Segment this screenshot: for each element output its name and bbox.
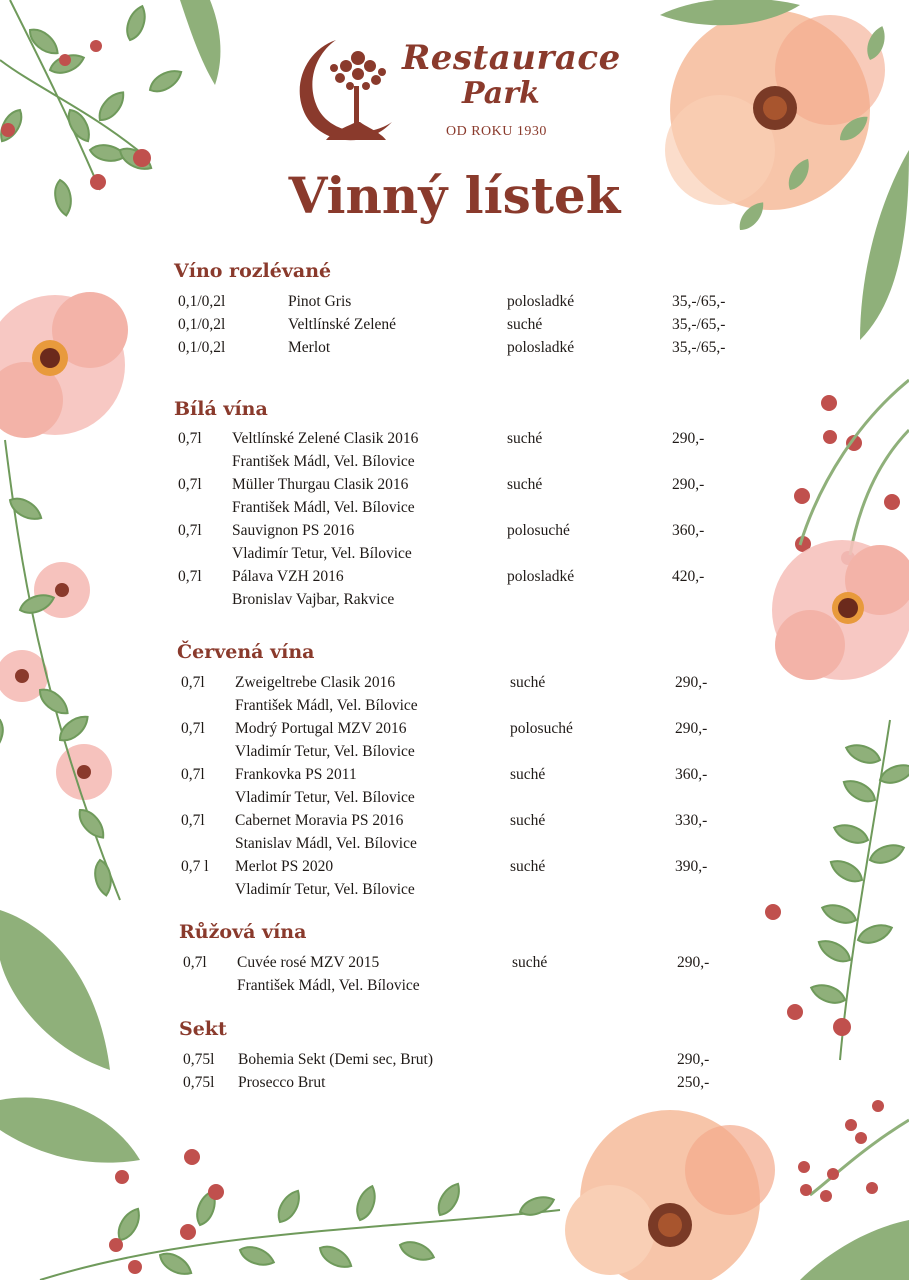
menu-row-producer [0, 835, 909, 858]
price: 390,- [675, 858, 708, 875]
brand-since: OD ROKU 1930 [446, 124, 547, 139]
price: 290,- [675, 674, 708, 691]
wine-type: polosladké [507, 568, 575, 585]
menu-row [0, 766, 909, 789]
volume: 0,7l [178, 568, 202, 585]
menu-row [0, 316, 909, 339]
wine-name: Sauvignon PS 2016 [232, 522, 355, 539]
menu-row [0, 522, 909, 545]
volume: 0,75l [183, 1074, 215, 1091]
menu-row-producer [0, 499, 909, 522]
bottom-left-leaves [0, 1098, 140, 1163]
wine-name: Zweigeltrebe Clasik 2016 [235, 674, 396, 691]
brand-name-line1: Restaurace [402, 38, 621, 78]
wine-name: Cabernet Moravia PS 2016 [235, 812, 404, 829]
bottom-right-stems [810, 1120, 909, 1195]
price: 420,- [672, 568, 705, 585]
price: 330,- [675, 812, 708, 829]
price: 290,- [672, 430, 705, 447]
price: 35,-/65,- [672, 339, 726, 356]
wine-name: Modrý Portugal MZV 2016 [235, 720, 407, 737]
wine-name: Veltlínské Zelené Clasik 2016 [232, 430, 419, 447]
bottom-berries [109, 1149, 224, 1274]
price: 290,- [677, 1051, 710, 1068]
wine-name: Bohemia Sekt (Demi sec, Brut) [238, 1051, 433, 1068]
menu-row-producer [0, 743, 909, 766]
menu-row [0, 720, 909, 743]
menu-row [0, 339, 909, 362]
menu-row [0, 293, 909, 316]
wine-name: Cuvée rosé MZV 2015 [237, 954, 380, 971]
wine-type: polosladké [507, 293, 575, 310]
price: 35,-/65,- [672, 293, 726, 310]
wine-name: Veltlínské Zelené [288, 316, 397, 333]
menu-row [0, 674, 909, 697]
wine-type: suché [510, 674, 546, 691]
menu-row [0, 954, 909, 977]
wine-name: Frankovka PS 2011 [235, 766, 357, 783]
wine-name: Müller Thurgau Clasik 2016 [232, 476, 409, 493]
producer: Vladimír Tetur, Vel. Bílovice [235, 743, 415, 760]
bottom-right-berries [798, 1100, 884, 1202]
menu-row-producer [0, 697, 909, 720]
wine-type: suché [507, 430, 543, 447]
bottom-branch [40, 1180, 560, 1280]
producer: Vladimír Tetur, Vel. Bílovice [232, 545, 412, 562]
volume: 0,7l [181, 720, 205, 737]
price: 360,- [672, 522, 705, 539]
restaurant-logo [296, 36, 621, 146]
menu-row [0, 1074, 909, 1097]
price: 290,- [672, 476, 705, 493]
wine-name: Merlot PS 2020 [235, 858, 334, 875]
menu-row-producer [0, 453, 909, 476]
menu-row-producer [0, 591, 909, 614]
volume: 0,7l [178, 430, 202, 447]
menu-row [0, 812, 909, 835]
producer: Vladimír Tetur, Vel. Bílovice [235, 881, 415, 898]
price: 360,- [675, 766, 708, 783]
menu-row-producer [0, 789, 909, 812]
wine-type: suché [510, 812, 546, 829]
menu-row [0, 568, 909, 591]
price: 250,- [677, 1074, 710, 1091]
producer: František Mádl, Vel. Bílovice [237, 977, 420, 994]
wine-name: Pálava VZH 2016 [232, 568, 344, 585]
wine-type: suché [510, 766, 546, 783]
volume: 0,7 l [181, 858, 209, 875]
volume: 0,1/0,2l [178, 316, 226, 333]
section-title-bila: Bílá vína [174, 398, 268, 420]
volume: 0,7l [183, 954, 207, 971]
price: 290,- [677, 954, 710, 971]
producer: Bronislav Vajbar, Rakvice [232, 591, 395, 608]
page-title: Vinný lístek [288, 166, 621, 225]
wine-type: suché [512, 954, 548, 971]
menu-row-producer [0, 881, 909, 904]
menu-row [0, 1051, 909, 1074]
section-title-ruzova: Růžová vína [179, 921, 307, 943]
wine-type: polosuché [510, 720, 573, 737]
volume: 0,7l [178, 522, 202, 539]
volume: 0,1/0,2l [178, 339, 226, 356]
wine-type: suché [507, 316, 543, 333]
producer: Vladimír Tetur, Vel. Bílovice [235, 789, 415, 806]
menu-row [0, 476, 909, 499]
price: 35,-/65,- [672, 316, 726, 333]
wine-name: Pinot Gris [288, 293, 352, 310]
wine-type: suché [507, 476, 543, 493]
volume: 0,7l [181, 766, 205, 783]
volume: 0,7l [181, 812, 205, 829]
section-title-sekt: Sekt [179, 1018, 227, 1040]
top-leaf [180, 0, 220, 85]
producer: Stanislav Mádl, Vel. Bílovice [235, 835, 417, 852]
wine-type: polosladké [507, 339, 575, 356]
volume: 0,7l [181, 674, 205, 691]
price: 290,- [675, 720, 708, 737]
bottom-right-leaf [800, 1220, 909, 1280]
section-title-cervena: Červená vína [177, 641, 315, 663]
wine-type: polosuché [507, 522, 570, 539]
section-title-rozlevane: Víno rozlévané [174, 260, 332, 282]
wine-name: Merlot [288, 339, 331, 356]
menu-row [0, 430, 909, 453]
menu-row-producer [0, 977, 909, 1000]
volume: 0,75l [183, 1051, 215, 1068]
tree-moon-emblem [296, 36, 406, 146]
producer: František Mádl, Vel. Bílovice [232, 499, 415, 516]
bottom-peach-flower [565, 1110, 775, 1280]
volume: 0,7l [178, 476, 202, 493]
brand-name-line2: Park [462, 76, 540, 111]
volume: 0,1/0,2l [178, 293, 226, 310]
menu-row [0, 858, 909, 881]
producer: František Mádl, Vel. Bílovice [232, 453, 415, 470]
wine-name: Prosecco Brut [238, 1074, 326, 1091]
menu-row-producer [0, 545, 909, 568]
wine-type: suché [510, 858, 546, 875]
producer: František Mádl, Vel. Bílovice [235, 697, 418, 714]
